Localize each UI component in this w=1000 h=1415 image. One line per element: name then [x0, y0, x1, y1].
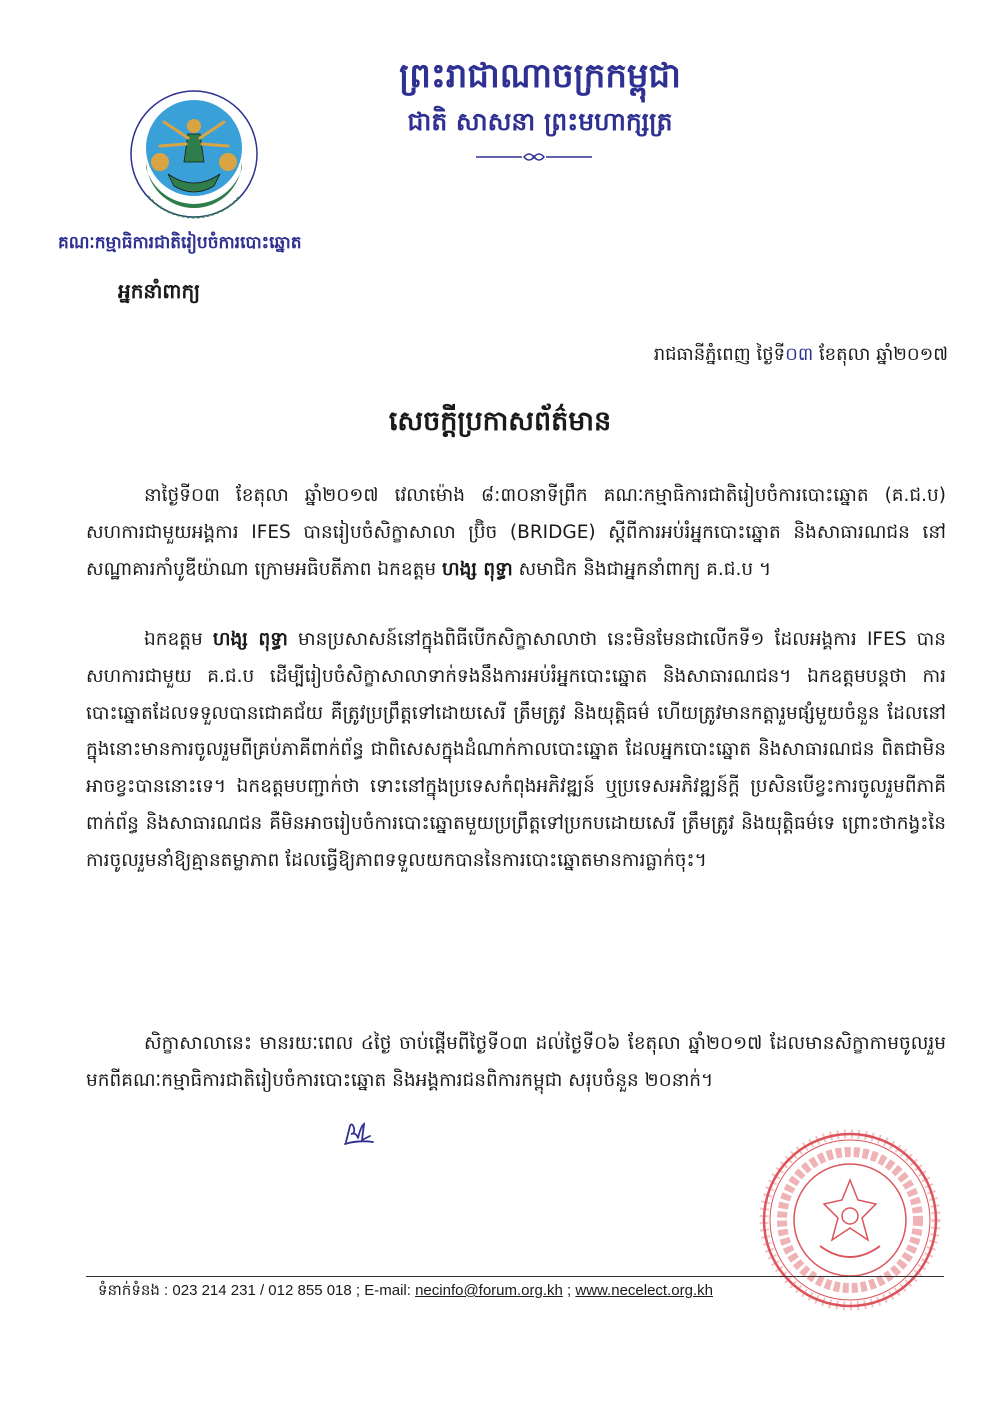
body-paragraph-2 [86, 622, 946, 880]
handwritten-initials-icon [342, 1120, 376, 1146]
committee-name: គណៈកម្មាធិការជាតិរៀបចំការបោះឆ្នោត [58, 233, 302, 253]
document-title: សេចក្តីប្រកាសព័ត៌មាន [388, 406, 612, 437]
speaker-name: ហង្ស ពុទ្ធា [212, 629, 288, 650]
footer-separator: ; [562, 1282, 576, 1299]
p1-text-b: សមាជិក និងជាអ្នកនាំពាក្យ គ.ជ.ប ។ [512, 558, 772, 580]
contact-label: ទំនាក់ទំនង : 023 214 231 / 012 855 018 ; E-mail: [98, 1282, 416, 1299]
speaker-name: ហង្ស ពុទ្ធា [442, 558, 513, 580]
footer-rule [86, 1276, 944, 1277]
p1-text-a: នាថ្ងៃទី០៣ ខែតុលា ឆ្នាំ២០១៧ វេលាម៉ោង ៨:៣០នាទីព្រឹក គណៈកម្មាធិការជាតិរៀបចំការបោះឆ្នោត (គ.ជ.ប) សហការជាមួយអង្គការ IFES បានរៀបចំសិក្ខាសាលា ប្រ៊ិច (BRIDGE) ស្តីពីការអប់រំអ្នកបោះឆ្នោត និងសាធារណជន នៅសណ្ឋាគារកាំបូឌីយ៉ាណា ក្រោមអធិបតីភាព ឯកឧត្តម [86, 485, 946, 580]
body-paragraph-3: សិក្ខាសាលានេះ មានរយៈពេល ៤ថ្ងៃ ចាប់ផ្តើមពីថ្ងៃទី០៣ ដល់ថ្ងៃទី០៦ ខែតុលា ឆ្នាំ២០១៧ ដែលមានសិក្ខាកាមចូលរួមមកពីគណៈកម្មាធិការជាតិរៀបចំការបោះឆ្នោត និងអង្គការជនពិការកម្ពុជា សរុបចំនួន ២០នាក់។ [86, 1033, 946, 1091]
dateline-day: ០៣ [785, 344, 814, 365]
nec-emblem-icon [128, 88, 260, 220]
contact-footer [98, 1281, 958, 1303]
office-title: អ្នកនាំពាក្យ [118, 279, 201, 303]
dateline-prefix: រាជធានីភ្នំពេញ ថ្ងៃទី [653, 344, 786, 365]
national-motto: ជាតិ សាសនា ព្រះមហាក្សត្រ [407, 107, 673, 136]
email-link[interactable]: necinfo@forum.org.kh [415, 1282, 563, 1299]
body-paragraph-1 [86, 478, 946, 588]
ornament-divider-icon [474, 150, 594, 164]
dateline [560, 342, 948, 369]
website-link[interactable]: www.necelect.org.kh [575, 1282, 713, 1299]
p2-text-b: មានប្រសាសន៍នៅក្នុងពិធីបើកសិក្ខាសាលាថា នេះមិនមែនជាលើកទី១ ដែលអង្គការ IFES បានសហការជាមួយ គ.ជ.ប ដើម្បីរៀបចំសិក្ខាសាលាទាក់ទងនឹងការអប់រំអ្នកបោះឆ្នោត និងសាធារណជន។ ឯកឧត្តមបន្តថា ការបោះឆ្នោតដែលទទួលបានជោគជ័យ គឺត្រូវប្រព្រឹត្តទៅដោយសេរី ត្រឹមត្រូវ និងយុត្តិធម៌ ហើយត្រូវមានកត្តារួមផ្សំមួយចំនួន ដែលនៅក្នុងនោះមានការចូលរួមពីគ្រប់ភាគីពាក់ព័ន្ធ ជាពិសេសក្នុងដំណាក់កាលបោះឆ្នោត ដែលអ្នកបោះឆ្នោត និងសាធារណជន ពិតជាមិនអាចខ្វះបាននោះទេ។ ឯកឧត្តមបញ្ជាក់ថា ទោះនៅក្នុងប្រទេសកំពុងអភិវឌ្ឍន៍ ឬប្រទេសអភិវឌ្ឍន៍ក្តី ប្រសិនបើខ្វះការចូលរួមពីភាគីពាក់ព័ន្ធ និងសាធារណជន គឺមិនអាចរៀបចំការបោះឆ្នោតមួយប្រព្រឹត្តទៅប្រកបដោយសេរី ត្រឹមត្រូវ និងយុត្តិធម៌ទេ ព្រោះថាកង្វះនៃការចូលរួមនាំឱ្យគ្មានតម្លាភាព ដែលធ្វើឱ្យភាពទទួលយកបាននៃការបោះឆ្នោតមានការធ្លាក់ចុះ។ [86, 629, 946, 871]
p2-text-a: ឯកឧត្តម [144, 629, 213, 650]
dateline-suffix: ខែតុលា ឆ្នាំ២០១៧ [813, 344, 948, 365]
kingdom-heading: ព្រះរាជាណាចក្រកម្ពុជា [399, 56, 681, 96]
